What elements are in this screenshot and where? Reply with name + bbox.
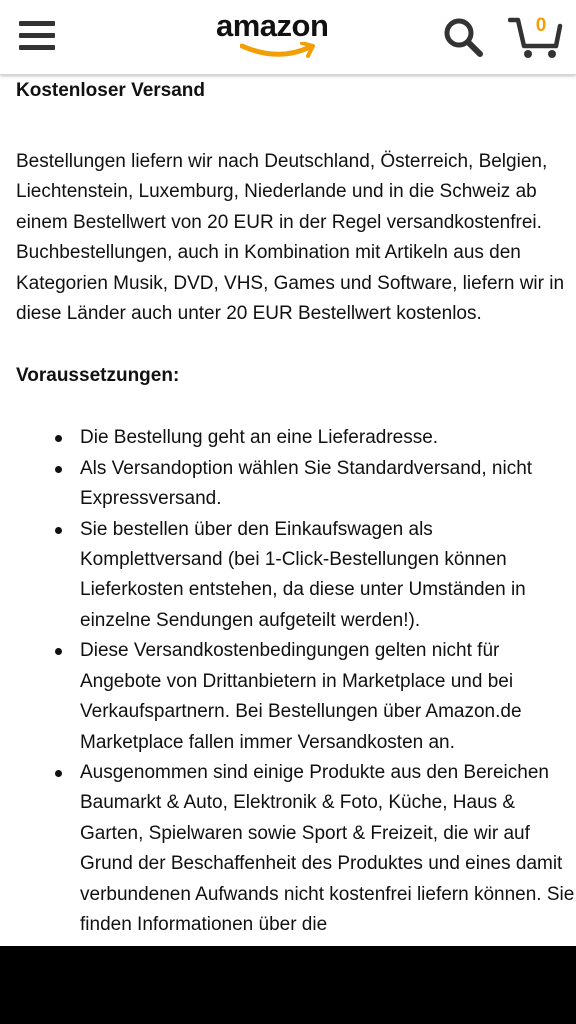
intro-paragraph: Bestellungen liefern wir nach Deutschland, Österreich, Belgien, Liechtenstein, Luxemburg, Niederlande und in die Schweiz ab einem Bestellwert von 20 EUR in der Regel versandkostenfrei. Buchbestellungen, auch in Kombination mit Artikeln aus den Kategorien Musik, DVD, VHS, Games und Software, liefern wir in diese Länder auch unter 20 EUR Bestellwert kostenlos. bbox=[16, 151, 565, 325]
menu-icon[interactable] bbox=[19, 21, 55, 51]
system-navigation-bar bbox=[0, 946, 576, 1024]
search-icon[interactable] bbox=[443, 17, 483, 57]
list-item: Die Bestellung geht an eine Lieferadresse. bbox=[16, 423, 575, 453]
smile-icon bbox=[240, 42, 318, 60]
amazon-logo[interactable] bbox=[216, 8, 356, 60]
page-title: Kostenloser Versand bbox=[16, 80, 206, 101]
list-item: Ausgenommen sind einige Produkte aus den Bereichen Baumarkt & Auto, Elektronik & Foto, Küche, Haus & Garten, Spielwaren sowie Sport & Freizeit, die wir auf Grund der Beschaffenheit des Produktes und eines damit verbundenen Aufwands nicht kostenfrei liefern können. Sie finden Informationen über die bbox=[16, 758, 575, 940]
logo-text: amazon bbox=[216, 8, 329, 43]
requirements-list bbox=[16, 423, 576, 940]
app-header bbox=[0, 0, 576, 75]
cart-icon[interactable] bbox=[508, 12, 564, 60]
requirements-heading: Voraussetzungen: bbox=[16, 365, 180, 387]
cart-count-badge: 0 bbox=[535, 15, 547, 36]
list-item: Sie bestellen über den Einkaufswagen als Komplettversand (bei 1-Click-Bestellungen können Lieferkosten entstehen, da diese unter Umständen in einzelne Sendungen aufgeteilt werden!). bbox=[16, 515, 575, 637]
list-item: Diese Versandkostenbedingungen gelten nicht für Angebote von Drittanbietern in Marketplace und bei Verkaufspartnern. Bei Bestellungen über Amazon.de Marketplace fallen immer Versandkosten an. bbox=[16, 636, 575, 758]
list-item: Als Versandoption wählen Sie Standardversand, nicht Expressversand. bbox=[16, 454, 575, 515]
main-content[interactable] bbox=[0, 74, 576, 946]
